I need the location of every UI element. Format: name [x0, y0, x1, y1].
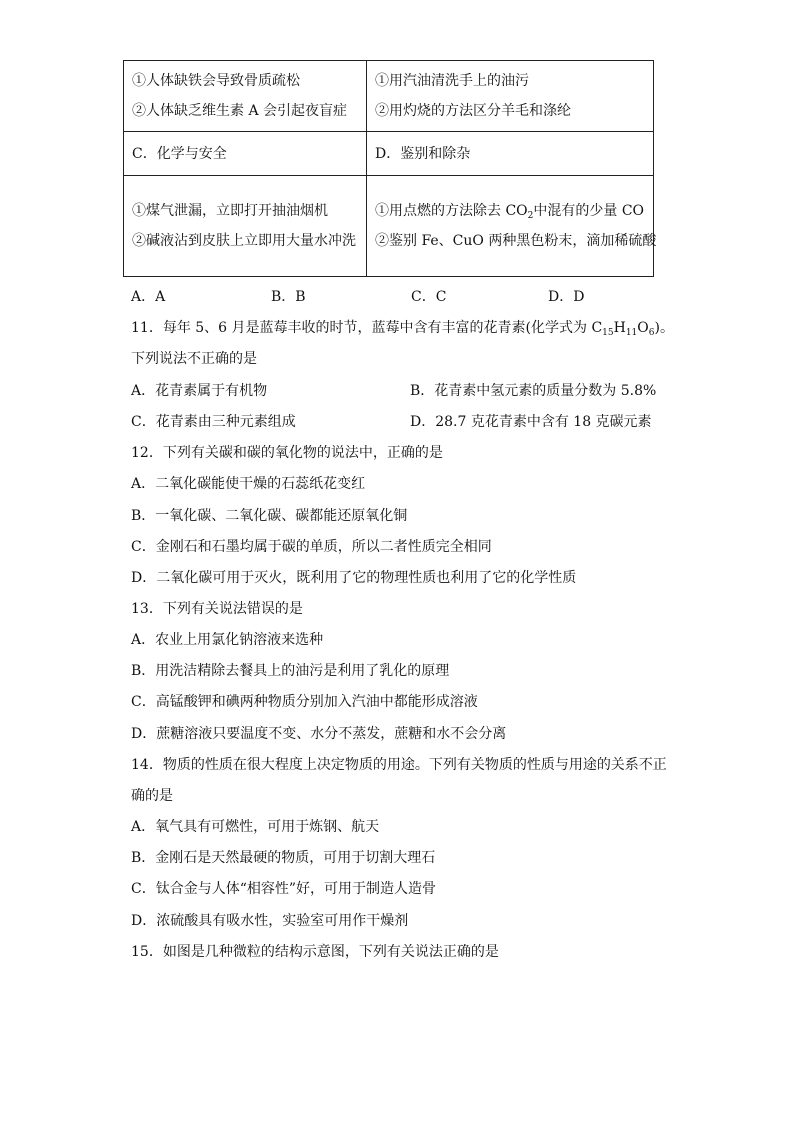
q14-stem-line2: 确的是 — [131, 788, 173, 804]
cell-line: ①用汽油清洗手上的油污 — [375, 73, 529, 89]
table-cell-health — [124, 61, 367, 132]
cell-line: ②碱液沾到皮肤上立即用大量水冲洗 — [132, 233, 356, 249]
q13-option-b: B．用洗洁精除去餐具上的油污是利用了乳化的原理 — [131, 663, 450, 679]
q12-option-c: C．金刚石和石墨均属于碳的单质，所以二者性质完全相同 — [131, 539, 492, 555]
cell-line: ①人体缺铁会导致骨质疏松 — [132, 73, 300, 89]
q10-option-a: A．A — [131, 289, 166, 305]
q13-stem: 13．下列有关说法错误的是 — [131, 601, 303, 617]
q13-option-d: D．蔗糖溶液只要温度不变、水分不蒸发，蔗糖和水不会分离 — [131, 726, 507, 742]
q12-option-a: A．二氧化碳能使干燥的石蕊纸花变红 — [131, 476, 366, 492]
q15-stem: 15．如图是几种微粒的结构示意图，下列有关说法正确的是 — [131, 944, 499, 960]
table-cell-safety — [124, 176, 367, 277]
q11-stem: 11．每年 5、6 月是蓝莓丰收的时节，蓝莓中含有丰富的花青素(化学式为 $C_{15}H_{11}O_6$)。 — [131, 320, 674, 338]
q14-option-d: D．浓硫酸具有吸水性，实验室可用作干燥剂 — [131, 913, 409, 929]
q11-option-c: C．花青素由三种元素组成 — [131, 414, 296, 430]
table-cell-life — [367, 61, 654, 132]
q14-option-c: C．钛合金与人体“相容性”好，可用于制造人造骨 — [131, 881, 437, 897]
table-row — [124, 132, 654, 176]
q12-option-d: D．二氧化碳可用于灭火，既利用了它的物理性质也利用了它的化学性质 — [131, 570, 577, 586]
q14-option-a: A．氧气具有可燃性，可用于炼钢、航天 — [131, 819, 380, 835]
q11-stem-line2: 下列说法不正确的是 — [131, 351, 257, 367]
q10-option-c: C．C — [411, 289, 447, 305]
q14-option-b: B．金刚石是天然最硬的物质，可用于切割大理石 — [131, 850, 436, 866]
table-cell-identify — [367, 176, 657, 277]
cell-line: ②人体缺乏维生素 A 会引起夜盲症 — [132, 103, 348, 119]
q13-option-a: A．农业上用氯化钠溶液来选种 — [131, 632, 324, 648]
cell-line: ①用点燃的方法除去 $CO_2$中混有的少量 CO — [375, 203, 645, 221]
table-row — [124, 61, 654, 132]
q11-option-a: A．花青素属于有机物 — [131, 383, 268, 399]
q12-stem: 12．下列有关碳和碳的氧化物的说法中，正确的是 — [131, 445, 443, 461]
table-row — [124, 176, 654, 277]
table-header-safety: C．化学与安全 — [124, 132, 367, 176]
q12-option-b: B．一氧化碳、二氧化碳、碳都能还原氧化铜 — [131, 508, 408, 524]
q10-option-d: D．D — [548, 289, 585, 305]
cell-line: ①煤气泄漏，立即打开抽油烟机 — [132, 203, 328, 219]
cell-line: ②鉴别 Fe、CuO 两种黑色粉末，滴加稀硫酸 — [375, 233, 657, 249]
q11-option-b: B．花青素中氢元素的质量分数为 5.8% — [410, 383, 657, 399]
q11-option-d: D．28.7 克花青素中含有 18 克碳元素 — [410, 414, 652, 430]
q14-stem: 14．物质的性质在很大程度上决定物质的用途。下列有关物质的性质与用途的关系不正 — [131, 757, 667, 773]
q10-option-b: B．B — [271, 289, 306, 305]
q13-option-c: C．高锰酸钾和碘两种物质分别加入汽油中都能形成溶液 — [131, 694, 478, 710]
knowledge-table — [123, 60, 657, 277]
cell-line: ②用灼烧的方法区分羊毛和涤纶 — [375, 103, 571, 119]
table-header-identify: D．鉴别和除杂 — [367, 132, 654, 176]
